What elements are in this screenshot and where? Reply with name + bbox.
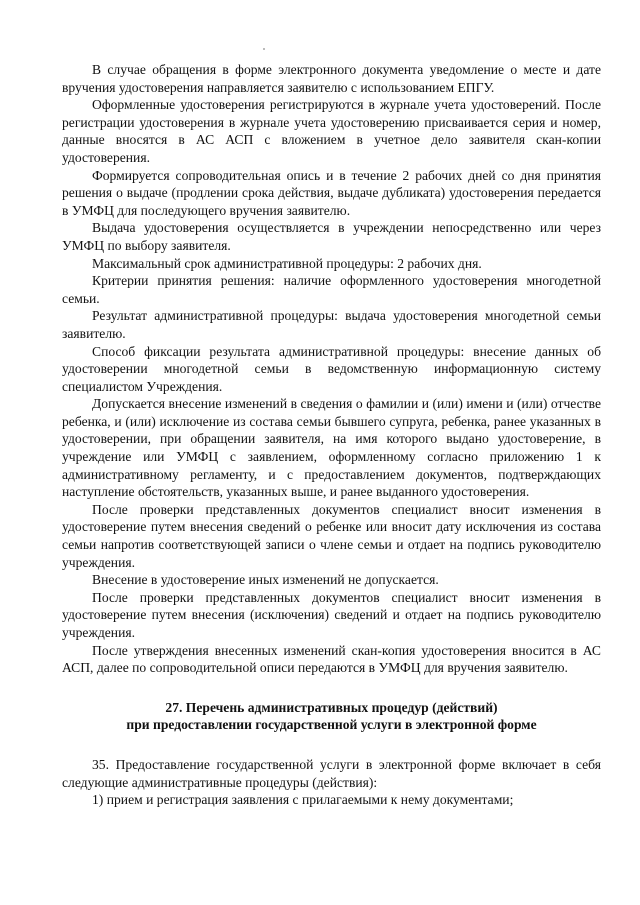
section-heading [62, 699, 601, 734]
scan-artifact [263, 48, 265, 50]
paragraph: Результат административной процедуры: выдача удостоверения многодетной семьи заявителю. [62, 308, 601, 341]
paragraph: В случае обращения в форме электронного документа уведомление о месте и дате вручения удостоверения направляется заявителю с использованием ЕПГУ. [62, 62, 601, 95]
section-heading-line-1: 27. Перечень административных процедур (действий) [165, 699, 498, 715]
section-heading-line-2: при предоставлении государственной услуги в электронной форме [126, 717, 537, 733]
paragraph: Допускается внесение изменений в сведения о фамилии и (или) имени и (или) отчестве ребенка, и (или) исключение из состава семьи бывшего супруга, ребенка, ранее указанных в удостоверении, при обращении заявителя, на имя которого выдано удостоверение, в учреждение или УМФЦ с заявлением, оформленному согласно приложению 1 к административному регламенту, и с предоставлением документов, подтверждающих наступление обстоятельств, указанных выше, и ранее выданного удостоверения. [62, 396, 601, 500]
paragraph: После проверки представленных документов специалист вносит изменения в удостоверение путем внесения (исключения) сведений и отдает на подпись руководителю учреждения. [62, 589, 601, 640]
paragraph: Способ фиксации результата административной процедуры: внесение данных об удостоверении многодетной семьи в ведомственную информационную систему специалистом Учреждения. [62, 343, 601, 394]
paragraph: После утверждения внесенных изменений скан-копия удостоверения вносится в АС АСП, далее по сопроводительной описи передаются в УМФЦ для вручения заявителю. [62, 642, 601, 676]
paragraph: После проверки представленных документов специалист вносит изменения в удостоверение путем внесения сведений о ребенке или вносит дату исключения из состава семьи напротив соответствующей записи о члене семьи и отдает на подпись руководителю учреждения. [62, 501, 601, 570]
paragraph: Формируется сопроводительная опись и в течение 2 рабочих дней со дня принятия решения о выдаче (продлении срока действия, выдаче дубликата) удостоверения передается в УМФЦ для последующего вручения заявителю. [62, 167, 601, 218]
paragraph: Критерии принятия решения: наличие оформленного удостоверения многодетной семьи. [62, 273, 601, 306]
paragraph: Внесение в удостоверение иных изменений не допускается. [92, 572, 439, 588]
document-body [62, 61, 601, 809]
paragraph: Выдача удостоверения осуществляется в учреждении непосредственно или через УМФЦ по выбору заявителя. [62, 220, 601, 253]
paragraph: Оформленные удостоверения регистрируются в журнале учета удостоверений. После регистрации удостоверения в журнале учета удостоверению присваивается серия и номер, данные вносятся в АС АСП с вложением в учетное дело заявителя скан-копии удостоверения. [62, 97, 601, 165]
paragraph: Максимальный срок административной процедуры: 2 рабочих дня. [92, 255, 482, 271]
paragraph: 1) прием и регистрация заявления с прилагаемыми к нему документами; [92, 792, 514, 808]
paragraph: 35. Предоставление государственной услуги в электронной форме включает в себя следующие административные процедуры (действия): [62, 756, 601, 790]
